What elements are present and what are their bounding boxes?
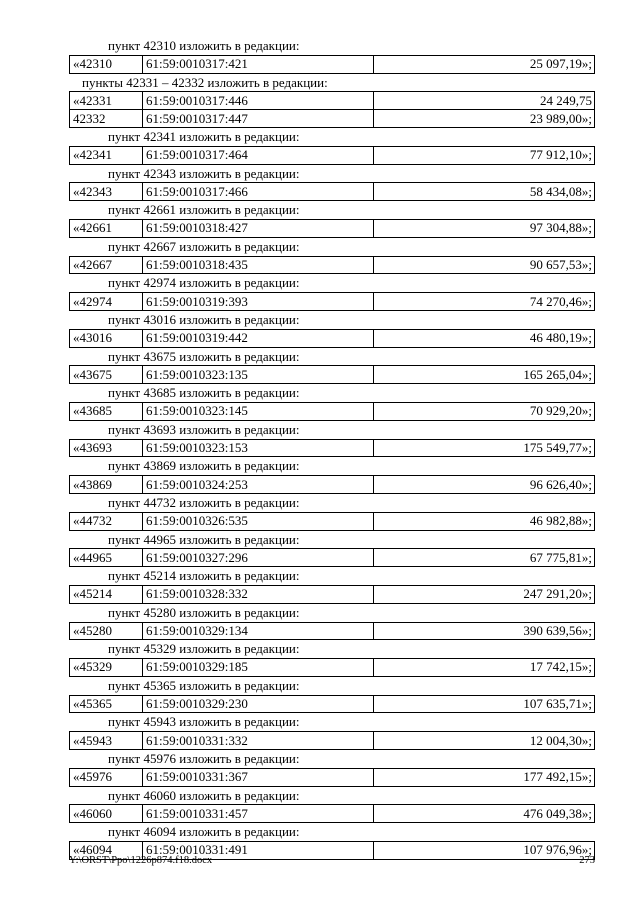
amendment-table bbox=[69, 292, 595, 311]
table-row bbox=[70, 92, 595, 110]
table-row bbox=[70, 622, 595, 640]
item-number: «44732 bbox=[70, 512, 143, 530]
cadastral-number: 61:59:0010324:253 bbox=[143, 476, 374, 494]
table-row bbox=[70, 183, 595, 201]
item-number: «42343 bbox=[70, 183, 143, 201]
item-number: «43869 bbox=[70, 476, 143, 494]
table-row bbox=[70, 329, 595, 347]
amendment-table bbox=[69, 768, 595, 787]
item-number: «43675 bbox=[70, 366, 143, 384]
amendment-table bbox=[69, 548, 595, 567]
cadastral-number: 61:59:0010318:427 bbox=[143, 219, 374, 237]
cadastral-number: 61:59:0010329:185 bbox=[143, 659, 374, 677]
table-row bbox=[70, 219, 595, 237]
cadastral-value: 77 912,10»; bbox=[374, 146, 595, 164]
amendment-instruction: пункт 43869 изложить в редакции: bbox=[108, 458, 300, 474]
amendment-instruction: пункт 45280 изложить в редакции: bbox=[108, 604, 300, 620]
amendment-table bbox=[69, 146, 595, 165]
amendment-instruction: пункт 42343 изложить в редакции: bbox=[108, 165, 300, 181]
item-number: «42661 bbox=[70, 219, 143, 237]
cadastral-number: 61:59:0010329:230 bbox=[143, 695, 374, 713]
item-number: «45976 bbox=[70, 768, 143, 786]
amendment-instruction: пункт 43685 изложить в редакции: bbox=[108, 385, 300, 401]
table-row bbox=[70, 366, 595, 384]
item-number: «45329 bbox=[70, 659, 143, 677]
amendment-table bbox=[69, 804, 595, 823]
amendment-table bbox=[69, 182, 595, 201]
cadastral-value: 390 639,56»; bbox=[374, 622, 595, 640]
cadastral-number: 61:59:0010331:491 bbox=[143, 842, 374, 860]
cadastral-value: 25 097,19»; bbox=[374, 55, 595, 73]
cadastral-value: 17 742,15»; bbox=[374, 659, 595, 677]
amendment-table bbox=[69, 365, 595, 384]
amendment-instruction: пункт 42341 изложить в редакции: bbox=[108, 128, 300, 144]
cadastral-value: 74 270,46»; bbox=[374, 293, 595, 311]
table-row bbox=[70, 805, 595, 823]
amendment-instruction: пункт 43675 изложить в редакции: bbox=[108, 348, 300, 364]
table-row bbox=[70, 549, 595, 567]
cadastral-value: 70 929,20»; bbox=[374, 402, 595, 420]
cadastral-number: 61:59:0010327:296 bbox=[143, 549, 374, 567]
cadastral-number: 61:59:0010318:435 bbox=[143, 256, 374, 274]
table-row bbox=[70, 768, 595, 786]
amendment-table bbox=[69, 402, 595, 421]
amendment-instruction: пункт 44732 изложить в редакции: bbox=[108, 494, 300, 510]
cadastral-value: 46 480,19»; bbox=[374, 329, 595, 347]
cadastral-value: 476 049,38»; bbox=[374, 805, 595, 823]
amendment-table bbox=[69, 256, 595, 275]
amendment-instruction: пункт 45943 изложить в редакции: bbox=[108, 714, 300, 730]
item-number: «45943 bbox=[70, 732, 143, 750]
cadastral-value: 107 976,96»; bbox=[374, 842, 595, 860]
item-number: «42974 bbox=[70, 293, 143, 311]
item-number: «45365 bbox=[70, 695, 143, 713]
amendment-instruction: пункт 45365 изложить в редакции: bbox=[108, 677, 300, 693]
table-row bbox=[70, 293, 595, 311]
cadastral-number: 61:59:0010323:153 bbox=[143, 439, 374, 457]
table-row bbox=[70, 512, 595, 530]
amendment-instruction: пункт 45976 изложить в редакции: bbox=[108, 751, 300, 767]
amendment-instruction: пункт 43016 изложить в редакции: bbox=[108, 311, 300, 327]
item-number: «46094 bbox=[70, 842, 143, 860]
amendment-instruction: пункт 46060 изложить в редакции: bbox=[108, 787, 300, 803]
cadastral-value: 12 004,30»; bbox=[374, 732, 595, 750]
amendment-instruction: пункт 43693 изложить в редакции: bbox=[108, 421, 300, 437]
table-row bbox=[70, 476, 595, 494]
cadastral-number: 61:59:0010317:446 bbox=[143, 92, 374, 110]
cadastral-number: 61:59:0010331:367 bbox=[143, 768, 374, 786]
item-number: 42332 bbox=[70, 110, 143, 128]
cadastral-number: 61:59:0010331:457 bbox=[143, 805, 374, 823]
item-number: «42667 bbox=[70, 256, 143, 274]
item-number: «42341 bbox=[70, 146, 143, 164]
cadastral-number: 61:59:0010323:145 bbox=[143, 402, 374, 420]
cadastral-value: 175 549,77»; bbox=[374, 439, 595, 457]
cadastral-value: 97 304,88»; bbox=[374, 219, 595, 237]
amendment-table bbox=[69, 55, 595, 74]
cadastral-value: 23 989,00»; bbox=[374, 110, 595, 128]
table-row bbox=[70, 402, 595, 420]
item-number: «45214 bbox=[70, 585, 143, 603]
item-number: «43016 bbox=[70, 329, 143, 347]
cadastral-number: 61:59:0010317:421 bbox=[143, 55, 374, 73]
amendment-instruction: пункт 42661 изложить в редакции: bbox=[108, 202, 300, 218]
table-row bbox=[70, 695, 595, 713]
document-body bbox=[69, 37, 595, 860]
amendment-table bbox=[69, 475, 595, 494]
table-row bbox=[70, 55, 595, 73]
cadastral-number: 61:59:0010317:464 bbox=[143, 146, 374, 164]
cadastral-number: 61:59:0010319:442 bbox=[143, 329, 374, 347]
cadastral-value: 90 657,53»; bbox=[374, 256, 595, 274]
table-row bbox=[70, 439, 595, 457]
table-row bbox=[70, 146, 595, 164]
amendment-table bbox=[69, 91, 595, 128]
cadastral-number: 61:59:0010329:134 bbox=[143, 622, 374, 640]
cadastral-value: 58 434,08»; bbox=[374, 183, 595, 201]
amendment-instruction: пункт 45214 изложить в редакции: bbox=[108, 568, 300, 584]
cadastral-number: 61:59:0010326:535 bbox=[143, 512, 374, 530]
amendment-table bbox=[69, 512, 595, 531]
amendment-table bbox=[69, 622, 595, 641]
table-row bbox=[70, 732, 595, 750]
cadastral-number: 61:59:0010317:447 bbox=[143, 110, 374, 128]
amendment-instruction: пункты 42331 – 42332 изложить в редакции: bbox=[82, 74, 328, 90]
amendment-instruction: пункт 42667 изложить в редакции: bbox=[108, 238, 300, 254]
table-row bbox=[70, 585, 595, 603]
cadastral-value: 165 265,04»; bbox=[374, 366, 595, 384]
amendment-table bbox=[69, 219, 595, 238]
amendment-table bbox=[69, 658, 595, 677]
cadastral-value: 67 775,81»; bbox=[374, 549, 595, 567]
cadastral-number: 61:59:0010319:393 bbox=[143, 293, 374, 311]
cadastral-value: 24 249,75 bbox=[374, 92, 595, 110]
amendment-instruction: пункт 44965 изложить в редакции: bbox=[108, 531, 300, 547]
cadastral-value: 46 982,88»; bbox=[374, 512, 595, 530]
amendment-instruction: пункт 42310 изложить в редакции: bbox=[108, 38, 300, 53]
amendment-instruction: пункт 45329 изложить в редакции: bbox=[108, 641, 300, 657]
cadastral-number: 61:59:0010323:135 bbox=[143, 366, 374, 384]
amendment-instruction: пункт 46094 изложить в редакции: bbox=[108, 824, 300, 840]
table-row bbox=[70, 256, 595, 274]
table-row bbox=[70, 110, 595, 128]
page-number: 273 bbox=[579, 855, 595, 866]
cadastral-value: 96 626,40»; bbox=[374, 476, 595, 494]
amendment-table bbox=[69, 695, 595, 714]
table-row bbox=[70, 659, 595, 677]
amendment-instruction: пункт 42974 изложить в редакции: bbox=[108, 275, 300, 291]
item-number: «44965 bbox=[70, 549, 143, 567]
item-number: «42331 bbox=[70, 92, 143, 110]
item-number: «43693 bbox=[70, 439, 143, 457]
amendment-table bbox=[69, 329, 595, 348]
cadastral-value: 177 492,15»; bbox=[374, 768, 595, 786]
item-number: «42310 bbox=[70, 55, 143, 73]
amendment-table bbox=[69, 439, 595, 458]
item-number: «45280 bbox=[70, 622, 143, 640]
cadastral-value: 107 635,71»; bbox=[374, 695, 595, 713]
amendment-table bbox=[69, 731, 595, 750]
cadastral-number: 61:59:0010317:466 bbox=[143, 183, 374, 201]
file-path: Y:\ORST\Ppo\1226p874.f18.docx bbox=[69, 855, 213, 866]
item-number: «46060 bbox=[70, 805, 143, 823]
cadastral-number: 61:59:0010331:332 bbox=[143, 732, 374, 750]
cadastral-number: 61:59:0010328:332 bbox=[143, 585, 374, 603]
amendment-table bbox=[69, 585, 595, 604]
item-number: «43685 bbox=[70, 402, 143, 420]
cadastral-value: 247 291,20»; bbox=[374, 585, 595, 603]
